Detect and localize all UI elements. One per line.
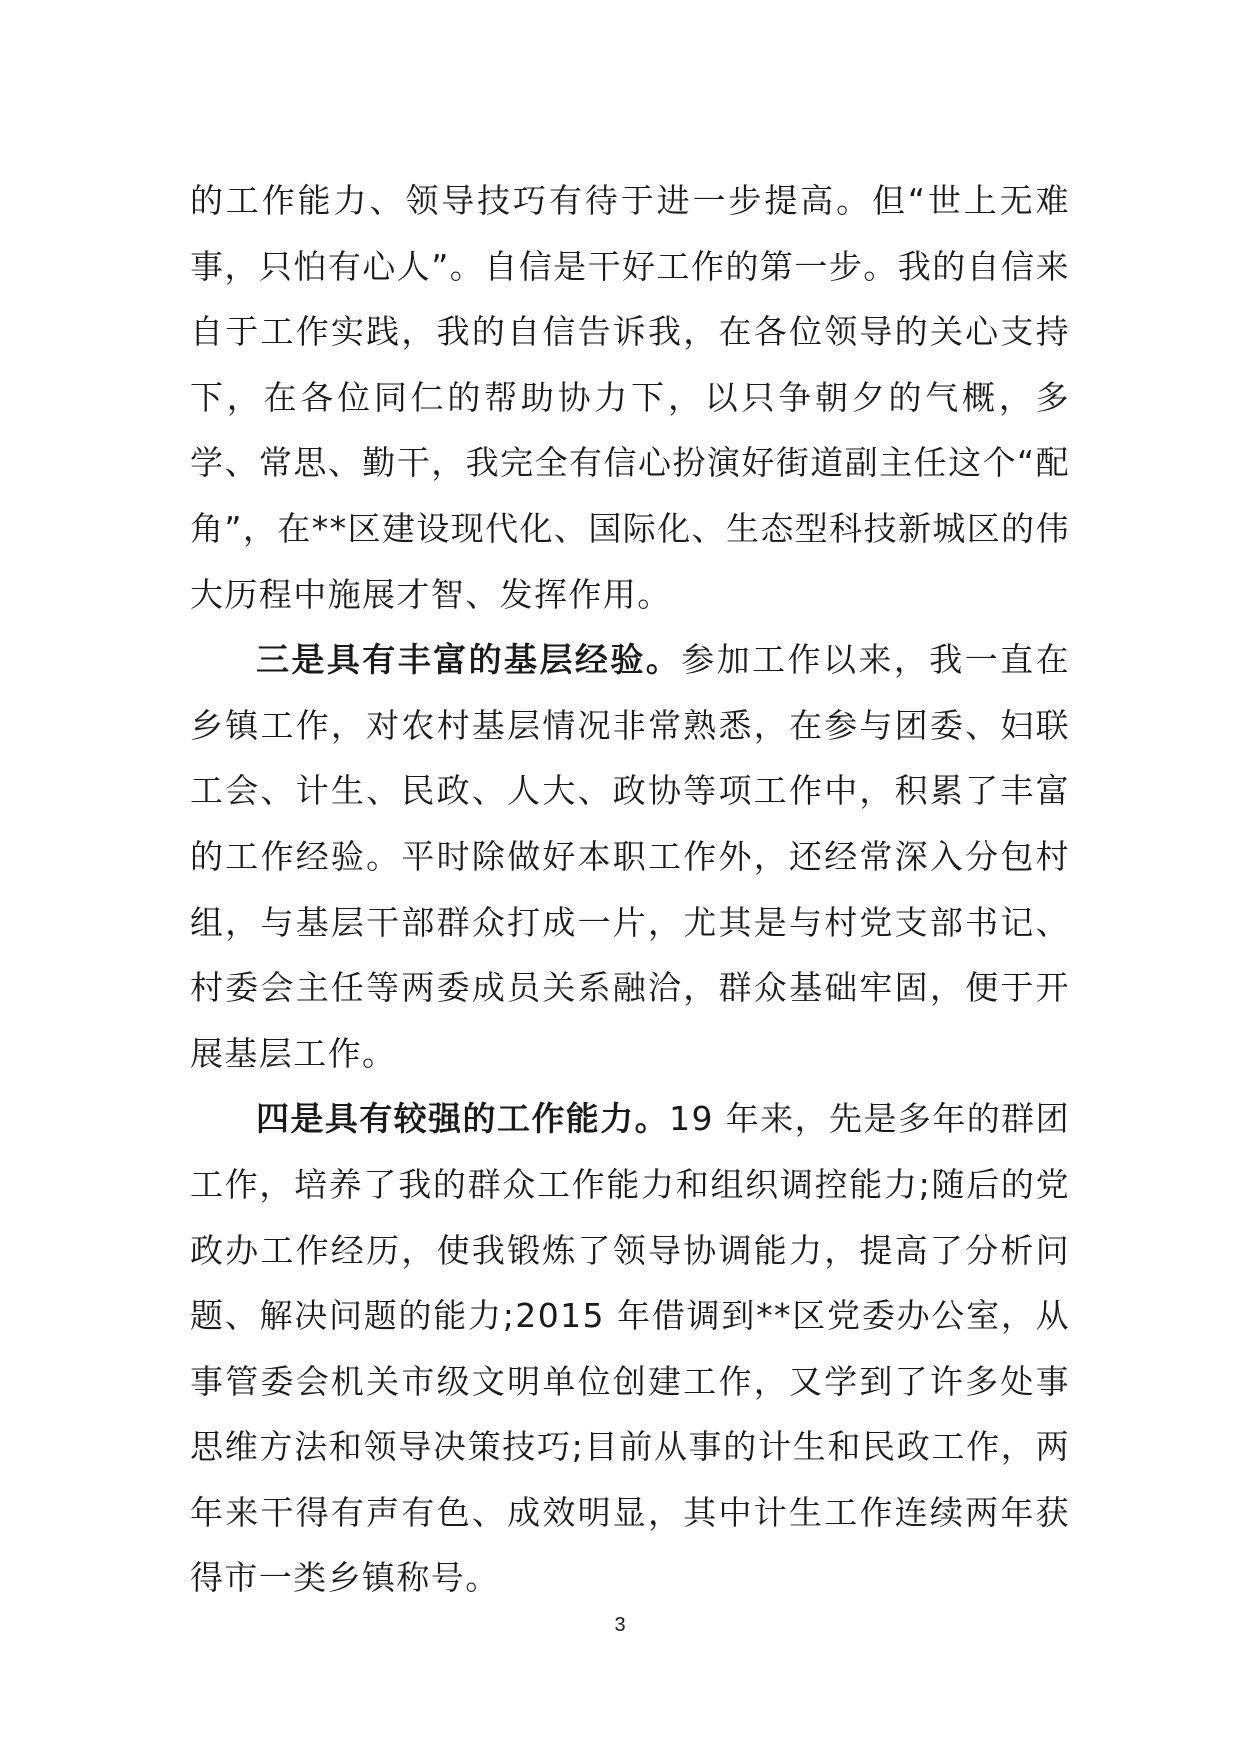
paragraph-continued: [190, 168, 1070, 627]
paragraph-text: 19 年来，先是多年的群团工作，培养了我的群众工作能力和组织调控能力;随后的党政办工作经历，使我锻炼了领导协调能力，提高了分析问题、解决问题的能力;2015 年借调到**区党委办公室，从事管委会机关市级文明单位创建工作，又学到了许多处事思维方法和领导决策技巧;目前从事的计生和民政工作，两年来干得有声有色、成效明显，其中计生工作连续两年获得市一类乡镇称号。: [190, 1099, 1070, 1598]
paragraph-lead-heading: 三是具有丰富的基层经验。: [256, 640, 682, 680]
paragraph-basic-experience: [190, 627, 1070, 1086]
paragraph-text: 参加工作以来，我一直在乡镇工作，对农村基层情况非常熟悉，在参与团委、妇联工会、计生、民政、人大、政协等项工作中，积累了丰富的工作经验。平时除做好本职工作外，还经常深入分包村组，与基层干部群众打成一片，尤其是与村党支部书记、村委会主任等两委成员关系融洽，群众基础牢固，便于开展基层工作。: [190, 640, 1070, 1073]
document-body: [190, 168, 1070, 1611]
paragraph-lead-heading: 四是具有较强的工作能力。: [256, 1099, 670, 1139]
paragraph-text: 的工作能力、领导技巧有待于进一步提高。但“世上无难事，只怕有心人”。自信是干好工作的第一步。我的自信来自于工作实践，我的自信告诉我，在各位领导的关心支持下，在各位同仁的帮助协力下，以只争朝夕的气概，多学、常思、勤干，我完全有信心扮演好街道副主任这个“配角”，在**区建设现代化、国际化、生态型科技新城区的伟大历程中施展才智、发挥作用。: [190, 181, 1070, 614]
paragraph-work-ability: [190, 1086, 1070, 1611]
page-number: 3: [614, 1614, 626, 1636]
